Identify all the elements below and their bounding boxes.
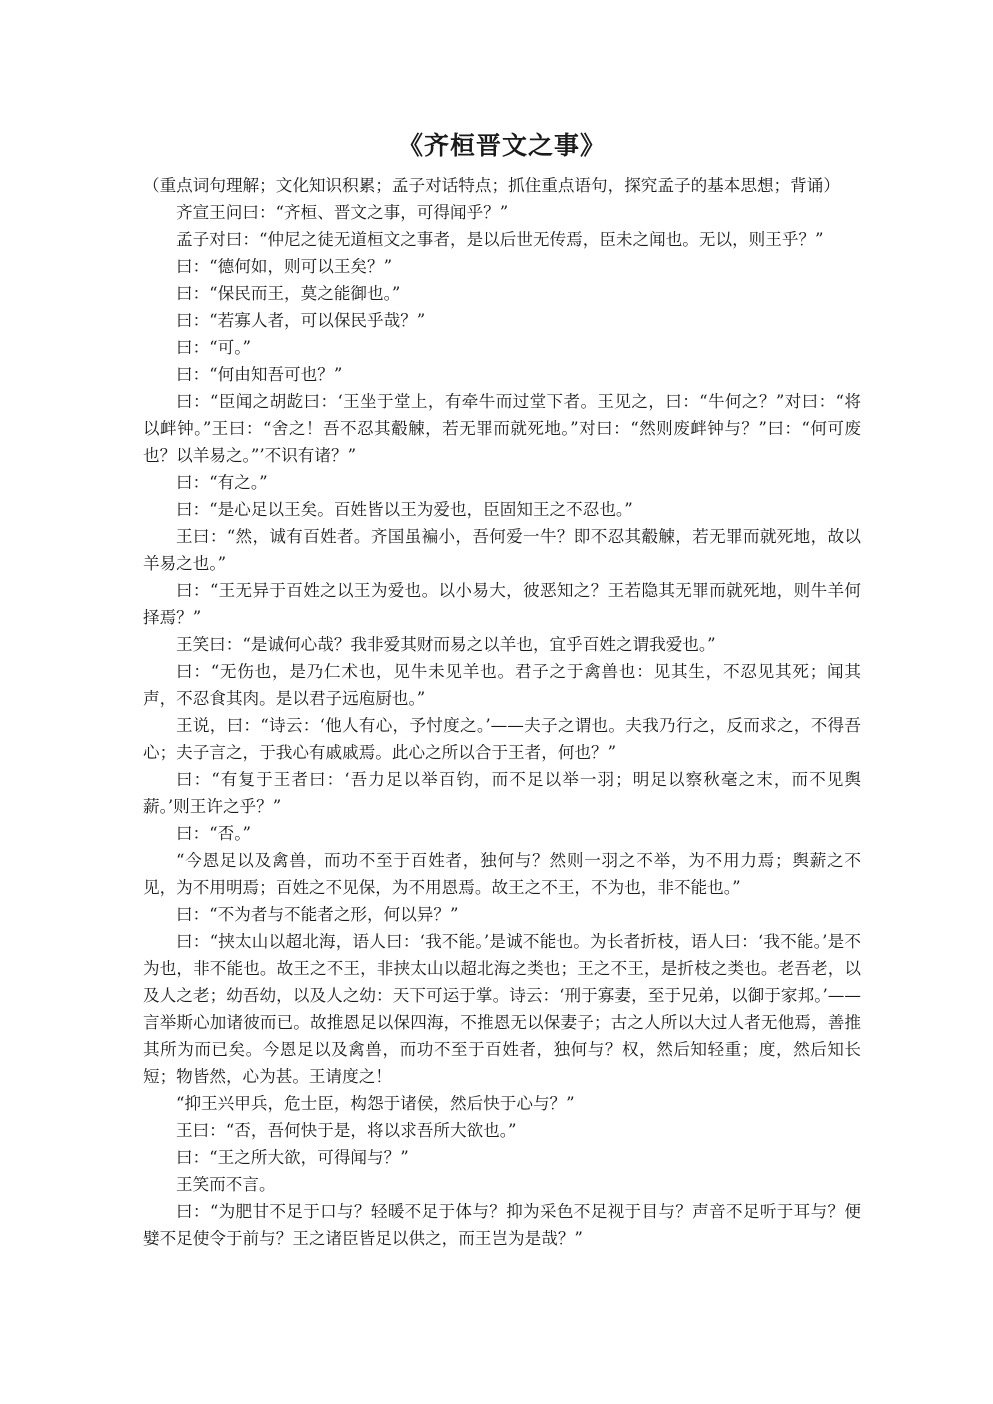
paragraph: 曰：“保民而王，莫之能御也。” — [176, 284, 401, 303]
document-title: 《齐桓晋文之事》 — [397, 131, 606, 160]
paragraph: 王说，曰：“诗云：‘他人有心，予忖度之。’——夫子之谓也。夫我乃行之，反而求之，不得吾心；夫子言之，于我心有戚戚焉。此心之所以合于王者，何也？” — [143, 716, 861, 762]
paragraph: “抑王兴甲兵，危士臣，构怨于诸侯，然后快于心与？” — [176, 1094, 575, 1113]
paragraph: 齐宣王问曰：“齐桓、晋文之事，可得闻乎？” — [176, 203, 509, 222]
paragraph: 曰：“若寡人者，可以保民乎哉？” — [176, 311, 426, 330]
paragraph: 曰：“可。” — [176, 338, 252, 357]
paragraph: 曰：“有复于王者曰：‘吾力足以举百钧，而不足以举一羽；明足以察秋毫之末，而不见舆薪。’则王许之乎？” — [143, 770, 861, 816]
paragraph: 曰：“为肥甘不足于口与？轻暖不足于体与？抑为采色不足视于目与？声音不足听于耳与？便嬖不足使令于前与？王之诸臣皆足以供之，而王岂为是哉？” — [143, 1202, 861, 1248]
paragraph: 孟子对曰：“仲尼之徒无道桓文之事者，是以后世无传焉，臣未之闻也。无以，则王乎？” — [176, 230, 824, 249]
study-note: （重点词句理解；文化知识积累；孟子对话特点；抓住重点语句，探究孟子的基本思想；背诵） — [143, 176, 840, 195]
document-page — [143, 128, 861, 1252]
paragraph: 曰：“不为者与不能者之形，何以异？” — [176, 905, 459, 924]
paragraph: 曰：“何由知吾可也？” — [176, 365, 343, 384]
paragraph: 曰：“无伤也，是乃仁术也，见牛未见羊也。君子之于禽兽也：见其生，不忍见其死；闻其声，不忍食其肉。是以君子远庖厨也。” — [143, 662, 861, 708]
paragraph: 曰：“是心足以王矣。百姓皆以王为爱也，臣固知王之不忍也。” — [176, 500, 633, 519]
paragraph: 王笑而不言。 — [176, 1175, 276, 1194]
paragraph: 曰：“臣闻之胡龁曰：‘王坐于堂上，有牵牛而过堂下者。王见之，曰：“牛何之？”对曰：“将以衅钟。”王曰：“舍之！吾不忍其觳觫，若无罪而就死地。”对曰：“然则废衅钟与？”曰：“何可废也？以羊易之。”’不识有诸？” — [143, 392, 861, 465]
paragraph: “今恩足以及禽兽，而功不至于百姓者，独何与？然则一羽之不举，为不用力焉；舆薪之不见，为不用明焉；百姓之不见保，为不用恩焉。故王之不王，不为也，非不能也。” — [143, 851, 861, 897]
paragraph: 曰：“王之所大欲，可得闻与？” — [176, 1148, 409, 1167]
paragraph: 王曰：“然，诚有百姓者。齐国虽褊小，吾何爱一牛？即不忍其觳觫，若无罪而就死地，故以羊易之也。” — [143, 527, 861, 573]
paragraph: 曰：“德何如，则可以王矣？” — [176, 257, 393, 276]
paragraph: 曰：“挟太山以超北海，语人曰：‘我不能。’是诚不能也。为长者折枝，语人曰：‘我不能。’是不为也，非不能也。故王之不王，非挟太山以超北海之类也；王之不王，是折枝之类也。老吾老，以及人之老；幼吾幼，以及人之幼：天下可运于掌。诗云：‘刑于寡妻，至于兄弟，以御于家邦。’——言举斯心加诸彼而已。故推恩足以保四海，不推恩无以保妻子；古之人所以大过人者无他焉，善推其所为而已矣。今恩足以及禽兽，而功不至于百姓者，独何与？权，然后知轻重；度，然后知长短；物皆然，心为甚。王请度之！ — [143, 932, 861, 1086]
paragraph: 曰：“王无异于百姓之以王为爱也。以小易大，彼恶知之？王若隐其无罪而就死地，则牛羊何择焉？” — [143, 581, 861, 627]
paragraph: 王曰：“否，吾何快于是，将以求吾所大欲也。” — [176, 1121, 517, 1140]
paragraph: 曰：“有之。” — [176, 473, 268, 492]
paragraph: 曰：“否。” — [176, 824, 252, 843]
paragraph: 王笑曰：“是诚何心哉？我非爱其财而易之以羊也，宜乎百姓之谓我爱也。” — [176, 635, 716, 654]
